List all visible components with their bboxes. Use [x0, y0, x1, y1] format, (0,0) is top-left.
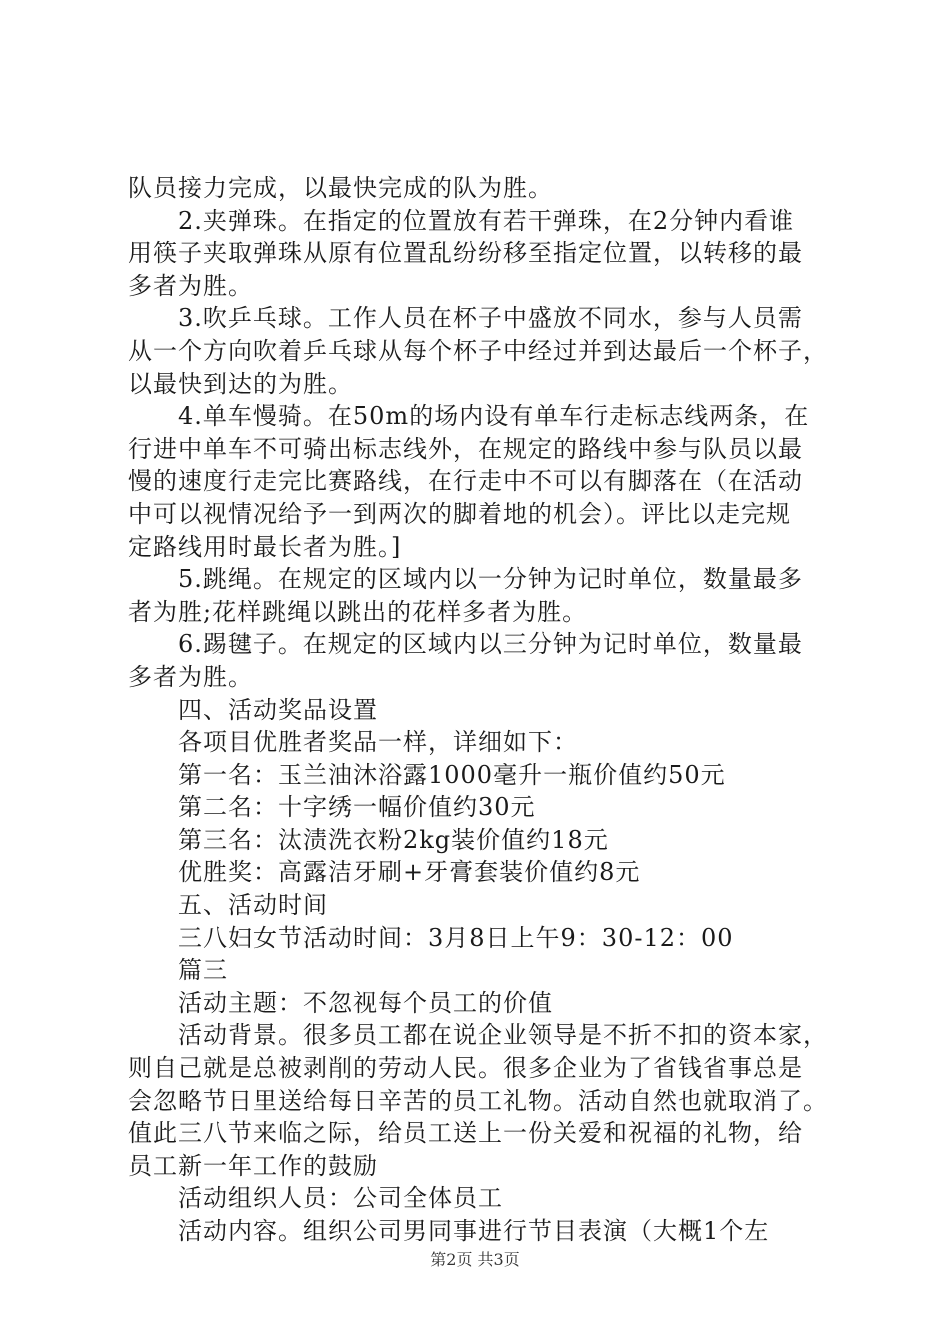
text-line: 行进中单车不可骑出标志线外，在规定的路线中参与队员以最: [128, 434, 803, 463]
text-line: 则自己就是总被剥削的劳动人民。很多企业为了省钱省事总是: [128, 1054, 803, 1083]
text-line: 从一个方向吹着乒乓球从每个杯子中经过并到达最后一个杯子，: [128, 336, 828, 365]
text-line: 优胜奖：高露洁牙刷+牙膏套装价值约8元: [178, 858, 641, 887]
text-line: 者为胜;花样跳绳以跳出的花样多者为胜。: [128, 597, 588, 626]
page-footer: 第2页 共3页: [430, 1250, 520, 1269]
text-line: 四、活动奖品设置: [178, 695, 378, 724]
text-line: 活动内容。组织公司男同事进行节目表演（大概1个左: [178, 1217, 770, 1245]
document-body: [128, 172, 834, 1248]
text-line: 5.跳绳。在规定的区域内以一分钟为记时单位，数量最多: [178, 565, 803, 594]
text-line: 第三名：汰渍洗衣粉2kg装价值约18元: [178, 825, 609, 854]
text-line: 用筷子夹取弹珠从原有位置乱纷纷移至指定位置，以转移的最: [128, 239, 803, 268]
text-line: 以最快到达的为胜。: [128, 369, 353, 398]
text-line: 第一名：玉兰油沐浴露1000毫升一瓶价值约50元: [178, 760, 726, 789]
text-line: 定路线用时最长者为胜。]: [128, 532, 402, 561]
text-line: 第二名：十字绣一幅价值约30元: [178, 793, 536, 822]
text-line: 活动组织人员：公司全体员工: [178, 1184, 503, 1213]
text-line: 4.单车慢骑。在50m的场内设有单车行走标志线两条，在: [178, 402, 810, 431]
text-line: 中可以视情况给予一到两次的脚着地的机会）。评比以走完规: [128, 499, 791, 528]
text-line: 2.夹弹珠。在指定的位置放有若干弹珠，在2分钟内看谁: [178, 206, 795, 235]
text-line: 多者为胜。: [128, 662, 253, 691]
text-line: 值此三八节来临之际，给员工送上一份关爱和祝福的礼物，给: [128, 1119, 803, 1148]
text-line: 五、活动时间: [178, 891, 328, 920]
text-line: 会忽略节日里送给每日辛苦的员工礼物。活动自然也就取消了。: [128, 1086, 828, 1115]
text-line: 活动主题：不忽视每个员工的价值: [178, 988, 553, 1017]
text-line: 多者为胜。: [128, 271, 253, 300]
text-line: 篇三: [178, 956, 228, 985]
text-line: 三八妇女节活动时间：3月8日上午9：30-12：00: [178, 923, 734, 952]
text-line: 慢的速度行走完比赛路线，在行走中不可以有脚落在（在活动: [128, 467, 803, 496]
text-line: 队员接力完成，以最快完成的队为胜。: [128, 174, 553, 202]
text-line: 员工新一年工作的鼓励: [128, 1151, 378, 1180]
text-line: 3.吹乒乓球。工作人员在杯子中盛放不同水，参与人员需: [178, 304, 803, 333]
text-line: 各项目优胜者奖品一样，详细如下：: [178, 728, 578, 757]
text-line: 6.踢毽子。在规定的区域内以三分钟为记时单位，数量最: [178, 630, 803, 659]
text-line: 活动背景。很多员工都在说企业领导是不折不扣的资本家，: [178, 1021, 828, 1050]
